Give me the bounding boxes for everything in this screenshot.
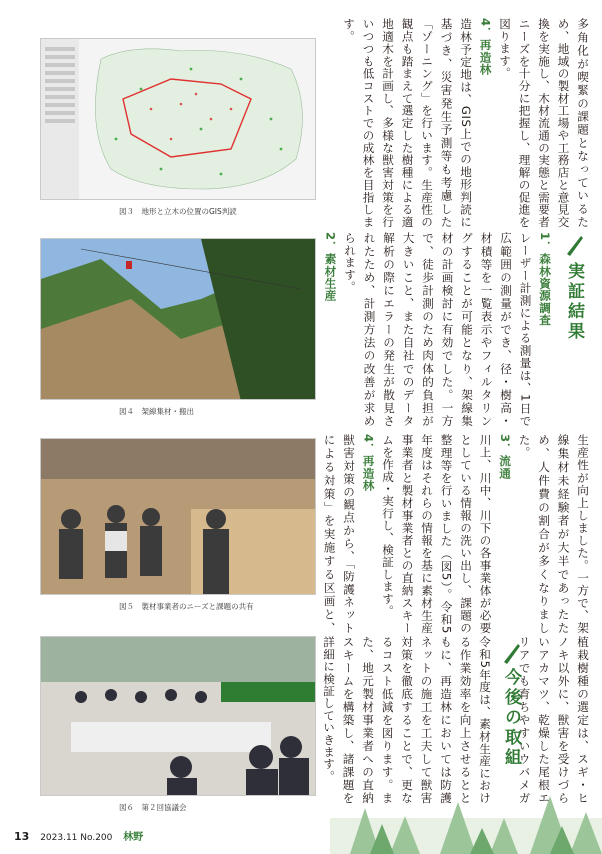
section-title-future: 今後の取組 xyxy=(501,668,521,768)
page-footer xyxy=(14,828,143,843)
heading-distribution: 3．流通 xyxy=(498,434,512,480)
col3c-text: 獣害対策の観点から、「防護ネットによる対策」を実施する区画と、 xyxy=(322,434,356,634)
caption-fig6: 図６ 第２回協議会 xyxy=(119,803,187,812)
heading-reforestation-2: 4．再造林 xyxy=(361,434,376,492)
col3b-text: 川上、川中、川下の各事業体が必要としている情報の洗い出し、課題の整理等を行いました（図5）。令和5年度はそれらの情報を基に素材生産事業者と製材事業者との直納スキームを作成・実行し、検証します。 xyxy=(381,434,493,634)
text-column-2 xyxy=(322,232,554,427)
col4b-text: 令和5年度は、素材生産における作業効率を向上させるとともに、再造林においては防護ネットの施工を工夫して獣害対策を徹底することで、更なるコスト低減を図ります。また、地元製材事業者への直納スキームを構築し、諸課題を詳細に検証していきます。 xyxy=(322,636,492,804)
leaf-icon-2 xyxy=(500,640,522,666)
col1-text: め、地域の製材工場や工務店と意見交換を実施し、木材流通の実態と需要者ニーズを十分に把握し、理解の促進を図ります。 xyxy=(498,18,571,228)
heading-reforestation: 4．再造林 xyxy=(478,18,493,76)
text-column-5 xyxy=(322,636,494,804)
leaf-icon xyxy=(563,232,585,258)
forest-decoration xyxy=(330,788,602,854)
caption-fig3: 図３ 地形と立木の位置のGIS判読 xyxy=(119,207,237,216)
text-column-4 xyxy=(514,636,592,804)
caption-fig5: 図５ 製材事業者のニーズと課題の共有 xyxy=(119,602,254,611)
caption-fig4: 図４ 架線集材・搬出 xyxy=(119,407,194,416)
figure-council-meeting xyxy=(40,636,316,796)
col1-lead: 多角化が喫緊の課題となっているた xyxy=(576,18,590,228)
figure-cable-logging xyxy=(40,238,316,400)
issue-info: 2023.11 No.200 xyxy=(40,833,113,843)
col3-text: 生産性が向上しました。一方で、架線集材未経験者が大半であったため、人件費の割合が多くなりました。 xyxy=(517,434,590,634)
magazine-title: 林野 xyxy=(123,832,144,843)
page-number: 13 xyxy=(14,830,30,843)
heading-forest-survey: 1．森林資源調査 xyxy=(538,232,552,327)
text-column-1 xyxy=(322,18,592,228)
col2-text: レーザー計測による測量は、1日で広範囲の測量ができ、径・樹高・材積等を一覧表示やフィルタリングすることが可能となり、架線集材の計画検討に有効でした。一方で、徒歩計測のため肉体的負担が大きいこと、また自社でのデータ解析の際にエラーの発生が散見されたため、計測方法の改善が求められます。 xyxy=(343,232,533,427)
heading-timber-production: 2．素材生産 xyxy=(323,232,338,302)
figure-gis-map xyxy=(40,38,316,200)
col4-text: 植栽樹種の選定は、スギ・ヒノキ以外に、獣害を受けづらいアカマツ、乾燥した尾根エリアでも育ちやすいウバメガ xyxy=(517,636,590,804)
col1b-text: 造林予定地は、GIS上での地形判読に基づき、災害発生予測等も考慮した「ゾーニング」を行います。生産性の観点も踏まえて選定した樹種による適地適木を計画し、多様な獣害対策を行いつつも低コストでの成林を目指します。 xyxy=(342,18,473,228)
text-column-3 xyxy=(322,434,592,634)
figure-sawmill-meeting xyxy=(40,438,316,595)
section-title-results: 実証結果 xyxy=(564,262,584,342)
